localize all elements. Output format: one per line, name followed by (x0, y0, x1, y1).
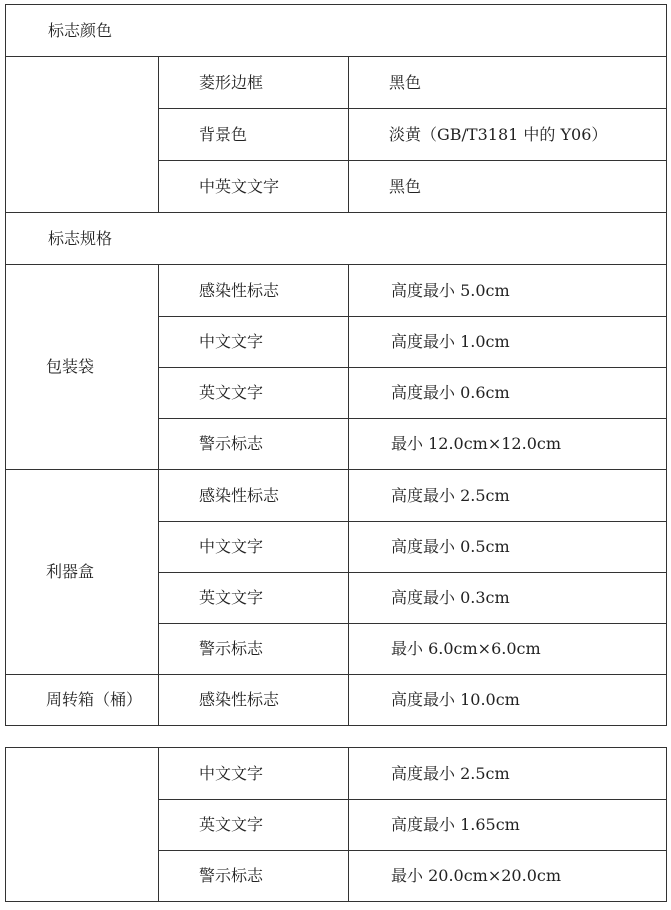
row-label: 英文文字 (159, 573, 349, 624)
row-value: 高度最小 0.5cm (349, 522, 667, 573)
row-label: 中文文字 (159, 748, 349, 800)
row-label: 菱形边框 (159, 57, 349, 109)
group-name: 利器盒 (6, 470, 159, 675)
row-value: 高度最小 10.0cm (349, 675, 667, 726)
row-value: 高度最小 1.0cm (349, 317, 667, 368)
row-label: 中文文字 (159, 522, 349, 573)
section-row-color (6, 5, 667, 57)
section-row-spec (6, 213, 667, 265)
row-value: 最小 6.0cm×6.0cm (349, 624, 667, 675)
row-label: 警示标志 (159, 624, 349, 675)
row-label: 背景色 (159, 109, 349, 161)
row-label: 警示标志 (159, 419, 349, 470)
row-value: 高度最小 2.5cm (349, 748, 667, 800)
row-value: 最小 12.0cm×12.0cm (349, 419, 667, 470)
row-value: 黑色 (349, 57, 667, 109)
row-value: 高度最小 0.6cm (349, 368, 667, 419)
row-label: 警示标志 (159, 851, 349, 902)
row-label: 感染性标志 (159, 265, 349, 317)
row-value: 淡黄（GB/T3181 中的 Y06） (349, 109, 667, 161)
empty-group-cell (6, 748, 159, 902)
row-label: 感染性标志 (159, 675, 349, 726)
table-row (6, 748, 667, 800)
row-value: 高度最小 1.65cm (349, 800, 667, 851)
row-value: 高度最小 5.0cm (349, 265, 667, 317)
table-row (6, 675, 667, 726)
label-spec-table-continued (5, 747, 667, 902)
label-spec-table (5, 4, 667, 726)
group-name: 周转箱（桶） (6, 675, 159, 726)
row-label: 英文文字 (159, 368, 349, 419)
section-heading-spec: 标志规格 (6, 213, 667, 265)
row-value: 高度最小 2.5cm (349, 470, 667, 522)
row-label: 中英文文字 (159, 161, 349, 213)
table-row (6, 265, 667, 317)
empty-group-cell (6, 57, 159, 213)
table-row (6, 57, 667, 109)
section-heading-color: 标志颜色 (6, 5, 667, 57)
row-label: 中文文字 (159, 317, 349, 368)
row-label: 英文文字 (159, 800, 349, 851)
row-value: 最小 20.0cm×20.0cm (349, 851, 667, 902)
group-name: 包装袋 (6, 265, 159, 470)
row-value: 黑色 (349, 161, 667, 213)
table-row (6, 470, 667, 522)
row-label: 感染性标志 (159, 470, 349, 522)
row-value: 高度最小 0.3cm (349, 573, 667, 624)
